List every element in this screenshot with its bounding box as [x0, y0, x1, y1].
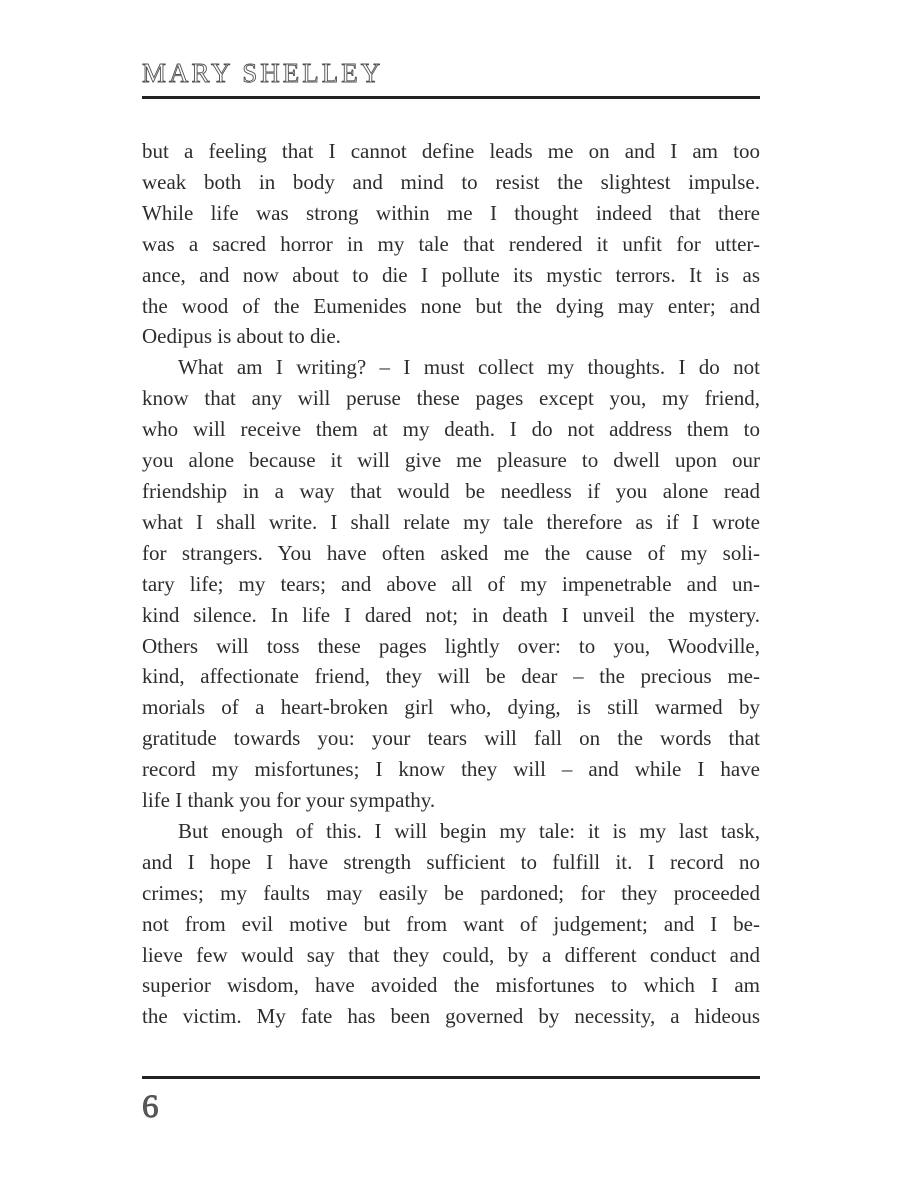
footer-rule: [142, 1076, 760, 1079]
text-line: not from evil motive but from want of judgement; and I be-: [142, 911, 760, 936]
text-line: gratitude towards you: your tears will fall on the words that: [142, 726, 760, 751]
text-line: who will receive them at my death. I do not address them to: [142, 417, 760, 442]
header-rule: [142, 96, 760, 99]
text-line: ance, and now about to die I pollute its mystic terrors. It is as: [142, 262, 760, 287]
running-title: MARY SHELLEY: [142, 58, 384, 88]
text-line: What am I writing? – I must collect my thoughts. I do not: [178, 355, 760, 380]
body-text: [142, 136, 760, 1032]
text-line: was a sacred horror in my tale that rendered it unfit for utter-: [142, 231, 760, 256]
text-line: tary life; my tears; and above all of my impenetrable and un-: [142, 571, 760, 596]
text-line: life I thank you for your sympathy.: [142, 788, 436, 813]
text-line: Oedipus is about to die.: [142, 324, 341, 349]
text-line: kind, affectionate friend, they will be dear – the precious me-: [142, 664, 760, 689]
text-line: While life was strong within me I thought indeed that there: [142, 200, 760, 225]
text-line: what I shall write. I shall relate my tale therefore as if I wrote: [142, 509, 760, 534]
text-line: the wood of the Eumenides none but the dying may enter; and: [142, 293, 760, 318]
text-line: But enough of this. I will begin my tale: it is my last task,: [178, 818, 760, 843]
text-line: record my misfortunes; I know they will – and while I have: [142, 757, 760, 782]
text-line: know that any will peruse these pages except you, my friend,: [142, 386, 760, 411]
text-line: you alone because it will give me pleasure to dwell upon our: [142, 448, 760, 473]
page-number: 6: [142, 1089, 159, 1126]
text-line: morials of a heart-broken girl who, dying, is still warmed by: [142, 695, 760, 720]
text-line: crimes; my faults may easily be pardoned; for they proceeded: [142, 880, 760, 905]
text-line: but a feeling that I cannot define leads me on and I am too: [142, 139, 760, 163]
text-line: friendship in a way that would be needless if you alone read: [142, 478, 760, 503]
text-line: and I hope I have strength sufficient to fulfill it. I record no: [142, 849, 760, 874]
text-line: the victim. My fate has been governed by necessity, a hideous: [142, 1004, 760, 1029]
page-header: [142, 56, 760, 99]
text-line: for strangers. You have often asked me the cause of my soli-: [142, 540, 760, 565]
text-line: weak both in body and mind to resist the slightest impulse.: [142, 169, 760, 194]
text-line: lieve few would say that they could, by a different conduct and: [142, 942, 760, 967]
text-line: Others will toss these pages lightly over: to you, Woodville,: [142, 633, 760, 658]
page-footer: [142, 1076, 760, 1126]
text-line: kind silence. In life I dared not; in death I unveil the mystery.: [142, 602, 760, 627]
text-line: superior wisdom, have avoided the misfortunes to which I am: [142, 973, 760, 998]
